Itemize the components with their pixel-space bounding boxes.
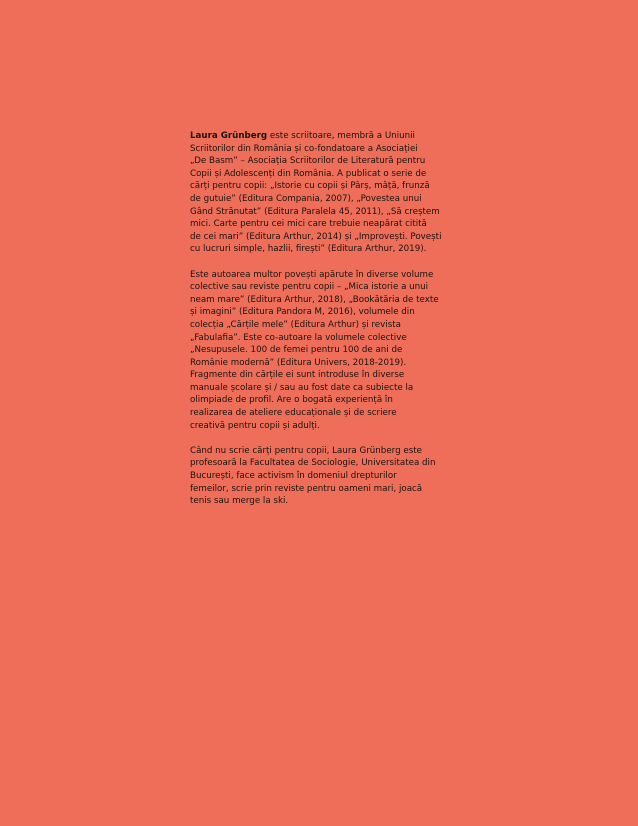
bio-line: colecția „Cărțile mele” (Editura Arthur) și revista — [190, 319, 401, 330]
bio-line: femeilor, scrie prin reviste pentru oameni mari, joacă — [190, 483, 423, 494]
bio-line: colective sau reviste pentru copii – „Mica istorie a unui — [190, 282, 429, 293]
bio-line: Gând Strănutat” (Editura Paralela 45, 2011), „Să creștem — [190, 206, 440, 217]
bio-line: Copii și Adolescenți din România. A publicat o serie de — [190, 168, 427, 179]
bio-line: de gutuie” (Editura Compania, 2007), „Povestea unui — [190, 193, 422, 204]
bio-line: Laura Grünberg este scriitoare, membră a Uniunii — [190, 131, 415, 141]
author-bio — [190, 130, 452, 520]
bio-line: „Nesupusele. 100 de femei pentru 100 de ani de — [190, 345, 403, 356]
bio-line: Fragmente din cărțile ei sunt introduse în diverse — [190, 370, 405, 381]
bio-line: tenis sau merge la ski. — [190, 496, 289, 507]
bio-paragraph-2 — [190, 269, 452, 433]
bio-paragraph-3 — [190, 445, 452, 508]
bio-line: Românie modernă” (Editura Univers, 2018-2019). — [190, 357, 407, 368]
bio-line: Când nu scrie cărți pentru copii, Laura Grünberg este — [190, 445, 422, 456]
bio-line: realizarea de ateliere educaționale și de scriere — [190, 408, 397, 419]
bio-line: profesoară la Facultatea de Sociologie, Universitatea din — [190, 458, 436, 469]
bio-line: cu lucruri simple, hazlii, firești” (Editura Arthur, 2019). — [190, 244, 427, 255]
bio-line: Este autoarea multor povești apărute în diverse volume — [190, 269, 434, 280]
author-name: Laura Grünberg — [190, 131, 268, 141]
bio-line: cărți pentru copii: „Istorie cu copii și Pârș, mâță, frunză — [190, 181, 430, 192]
bio-line: „Fabulafia”. Este co-autoare la volumele colective — [190, 332, 407, 343]
bio-line: neam mare” (Editura Arthur, 2018), „Bookătăria de texte — [190, 294, 439, 305]
bio-line: Scriitorilor din România și co-fondatoare a Asociației — [190, 143, 418, 154]
bio-line: manuale școlare și / sau au fost date ca subiecte la — [190, 382, 414, 393]
bio-line: mici. Carte pentru cei mici care trebuie neapărat citită — [190, 219, 427, 230]
bio-line: „De Basm” – Asociația Scriitorilor de Literatură pentru — [190, 156, 426, 167]
bio-line: creativă pentru copii și adulți. — [190, 420, 320, 431]
bio-line: de cei mari” (Editura Arthur, 2014) și „Improvești. Povești — [190, 231, 442, 242]
bio-line: olimpiade de profil. Are o bogată experiență în — [190, 395, 393, 406]
bio-line: și imagini” (Editura Pandora M, 2016), volumele din — [190, 307, 415, 318]
bio-paragraph-1 — [190, 130, 452, 256]
bio-line: București, face activism în domeniul drepturilor — [190, 471, 397, 482]
